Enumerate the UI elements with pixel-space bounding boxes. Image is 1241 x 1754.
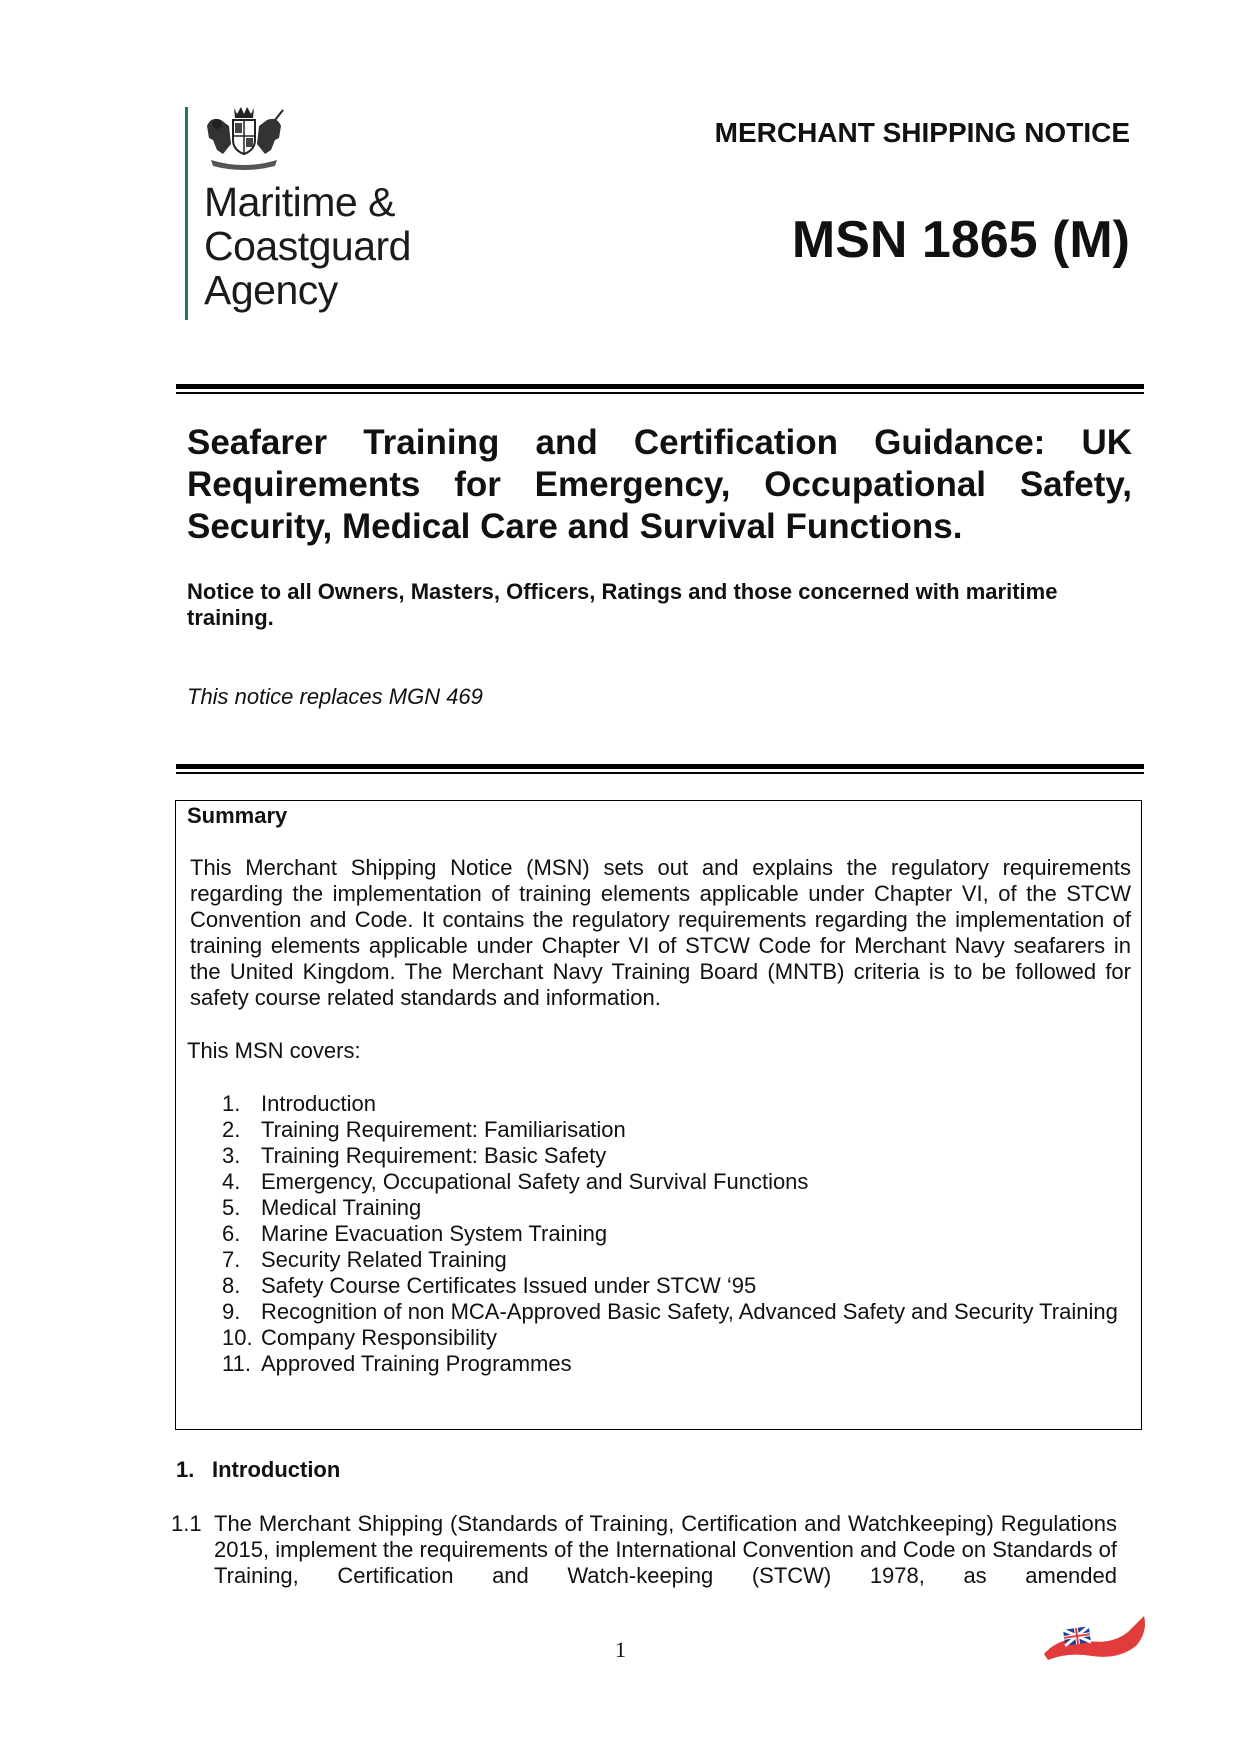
- summary-paragraph: This Merchant Shipping Notice (MSN) sets out and explains the regulatory requirements regarding the implementation of training elements applicable under Chapter VI, of the STCW Convention and Code. It contains the regulatory requirements regarding the implementation of training elements applicable under Chapter VI of STCW Code for Merchant Navy seafarers in the United Kingdom. The Merchant Navy Training Board (MNTB) criteria is to be followed for safety course related standards and information.: [190, 855, 1131, 1010]
- list-item: [222, 1351, 1121, 1377]
- agency-name-line: Coastguard: [204, 223, 411, 269]
- list-item-number: 9.: [222, 1299, 241, 1324]
- list-item-number: 5.: [222, 1195, 241, 1220]
- list-item-number: 3.: [222, 1143, 241, 1168]
- red-ensign-icon: [1040, 1610, 1150, 1662]
- contents-list: [222, 1091, 1121, 1377]
- section-heading: [176, 1457, 340, 1483]
- list-item: [222, 1247, 1121, 1273]
- agency-name-line: Agency: [204, 267, 338, 313]
- list-item-number: 8.: [222, 1273, 241, 1298]
- list-item-number: 7.: [222, 1247, 241, 1272]
- paragraph-text: The Merchant Shipping (Standards of Training, Certification and Watchkeeping) Regulations 2015, implement the requirements of the International Convention and Code on Standards of Training, Certification and Watch-keeping (STCW) 1978, as amended: [214, 1511, 1117, 1588]
- list-item: [222, 1195, 1121, 1221]
- summary-heading: Summary: [187, 803, 288, 828]
- notice-type: MERCHANT SHIPPING NOTICE: [714, 117, 1130, 148]
- paragraph-number: 1.1: [171, 1511, 202, 1536]
- list-item: [222, 1143, 1121, 1169]
- list-item-text: Security Related Training: [261, 1247, 507, 1272]
- agency-name-line: Maritime &: [204, 179, 395, 225]
- list-item: [222, 1117, 1121, 1143]
- list-item: [222, 1091, 1121, 1117]
- list-item-text: Medical Training: [261, 1195, 422, 1220]
- list-item-number: 2.: [222, 1117, 241, 1142]
- list-item-text: Emergency, Occupational Safety and Survival Functions: [261, 1169, 809, 1194]
- document-title: Seafarer Training and Certification Guidance: UK Requirements for Emergency, Occupational Safety, Security, Medical Care and Survival Functions.: [187, 423, 1132, 546]
- section-number: 1.: [176, 1457, 195, 1482]
- list-item-text: Introduction: [261, 1091, 376, 1116]
- list-item-text: Recognition of non MCA-Approved Basic Safety, Advanced Safety and Security Training: [261, 1299, 1118, 1324]
- list-item: [222, 1299, 1121, 1325]
- list-item: [222, 1325, 1121, 1351]
- list-item: [222, 1273, 1121, 1299]
- list-item: [222, 1169, 1121, 1195]
- divider-bottom: [176, 764, 1144, 774]
- list-item-text: Approved Training Programmes: [261, 1351, 572, 1376]
- notice-number: MSN 1865 (M): [791, 211, 1130, 269]
- list-item-text: Training Requirement: Basic Safety: [261, 1143, 607, 1168]
- list-item-text: Safety Course Certificates Issued under STCW ‘95: [261, 1273, 757, 1298]
- royal-crest-icon: [201, 104, 287, 174]
- list-item-number: 11.: [222, 1351, 251, 1376]
- divider-top: [176, 384, 1144, 394]
- list-item-text: Training Requirement: Familiarisation: [261, 1117, 626, 1142]
- covers-label: This MSN covers:: [187, 1038, 361, 1063]
- page-number: 1: [615, 1637, 626, 1662]
- logo-rule: [185, 107, 188, 320]
- list-item-text: Marine Evacuation System Training: [261, 1221, 608, 1246]
- audience-notice: Notice to all Owners, Masters, Officers, Ratings and those concerned with maritime training.: [187, 579, 1058, 630]
- section-title: Introduction: [212, 1457, 341, 1482]
- agency-name: [204, 180, 411, 312]
- replaces-note: This notice replaces MGN 469: [187, 684, 483, 709]
- list-item-number: 1.: [222, 1091, 241, 1116]
- list-item-text: Company Responsibility: [261, 1325, 497, 1350]
- list-item-number: 6.: [222, 1221, 241, 1246]
- list-item-number: 10.: [222, 1325, 253, 1350]
- list-item-number: 4.: [222, 1169, 241, 1194]
- list-item: [222, 1221, 1121, 1247]
